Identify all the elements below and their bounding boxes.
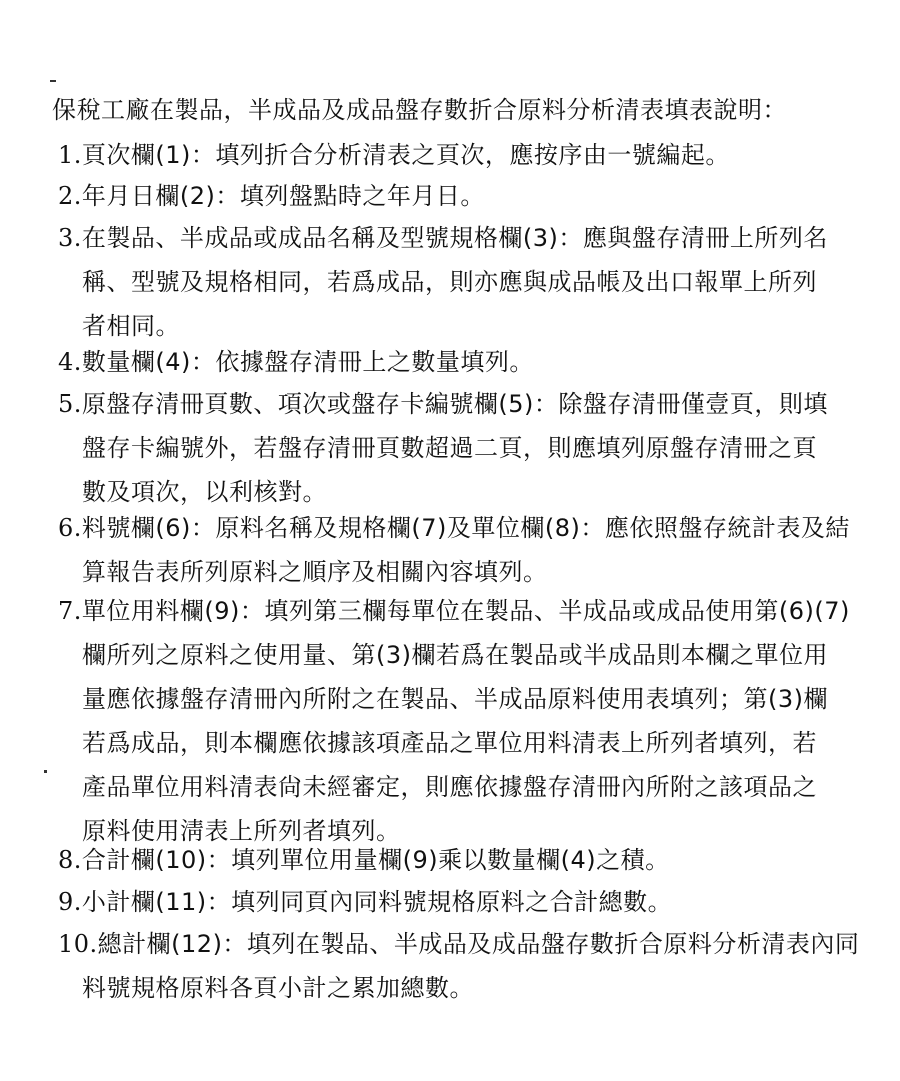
item-text: 總計欄(12)：填列在製品、半成品及成品盤存數折合原料分析清表內同 xyxy=(97,930,860,958)
item-text: 頁次欄(1)：填列折合分析清表之頁次，應按序由一號編起。 xyxy=(81,141,730,169)
item-text: 合計欄(10)：填列單位用量欄(9)乘以數量欄(4)之積。 xyxy=(81,846,670,874)
scan-speck xyxy=(50,80,56,82)
item-number: 10. xyxy=(58,930,98,958)
item-number: 2. xyxy=(58,182,82,210)
item-number: 8. xyxy=(58,846,82,874)
instruction-item-2 xyxy=(58,174,828,218)
item-number: 9. xyxy=(58,888,82,916)
item-number: 6. xyxy=(58,514,82,542)
item-number: 4. xyxy=(58,348,82,376)
instruction-item-7 xyxy=(58,589,850,853)
item-text-continued: 若爲成品，則本欄應依據該項產品之單位用料清表上所列者填列，若 xyxy=(82,729,817,757)
item-number: 1. xyxy=(58,141,82,169)
instruction-item-8 xyxy=(58,838,828,882)
item-number: 5. xyxy=(58,390,82,418)
instruction-item-1 xyxy=(58,133,828,177)
item-text-continued: 欄所列之原料之使用量、第(3)欄若爲在製品或半成品則本欄之單位用 xyxy=(82,641,828,669)
instruction-item-4 xyxy=(58,340,828,384)
instruction-item-10 xyxy=(58,922,860,1010)
item-text: 在製品、半成品或成品名稱及型號規格欄(3)：應與盤存清冊上所列名 xyxy=(81,224,828,252)
item-text-continued: 量應依據盤存清冊內所附之在製品、半成品原料使用表填列；第(3)欄 xyxy=(82,685,828,713)
item-text-continued: 盤存卡編號外，若盤存清冊頁數超過二頁，則應填列原盤存清冊之頁 xyxy=(82,434,817,462)
item-text: 小計欄(11)：填列同頁內同料號規格原料之合計總數。 xyxy=(81,888,673,916)
item-text-continued: 料號規格原料各頁小計之累加總數。 xyxy=(82,974,474,1002)
item-text-continued: 數及項次，以利核對。 xyxy=(82,478,327,506)
scan-speck xyxy=(44,770,47,773)
item-number: 7. xyxy=(58,597,82,625)
item-text: 數量欄(4)：依據盤存清冊上之數量填列。 xyxy=(81,348,534,376)
item-text: 料號欄(6)：原料名稱及規格欄(7)及單位欄(8)：應依照盤存統計表及結 xyxy=(81,514,850,542)
item-text: 原盤存清冊頁數、項次或盤存卡編號欄(5)：除盤存清冊僅壹頁，則填 xyxy=(81,390,828,418)
instruction-item-3 xyxy=(58,216,828,348)
item-text: 單位用料欄(9)：填列第三欄每單位在製品、半成品或成品使用第(6)(7) xyxy=(81,597,850,625)
item-text-continued: 稱、型號及規格相同，若爲成品，則亦應與成品帳及出口報單上所列 xyxy=(82,268,817,296)
instruction-item-6 xyxy=(58,506,850,594)
instruction-item-5 xyxy=(58,382,828,514)
item-text: 年月日欄(2)：填列盤點時之年月日。 xyxy=(81,182,485,210)
item-text-continued: 算報告表所列原料之順序及相關內容填列。 xyxy=(82,558,548,586)
item-text-continued: 者相同。 xyxy=(82,312,180,340)
item-text-continued: 原料使用淸表上所列者填列。 xyxy=(82,817,401,845)
document-title: 保稅工廠在製品，半成品及成品盤存數折合原料分析清表填表說明： xyxy=(52,96,787,124)
instruction-item-9 xyxy=(58,880,828,924)
item-text-continued: 產品單位用料清表尙未經審定，則應依據盤存清冊內所附之該項品之 xyxy=(82,773,817,801)
item-number: 3. xyxy=(58,224,82,252)
